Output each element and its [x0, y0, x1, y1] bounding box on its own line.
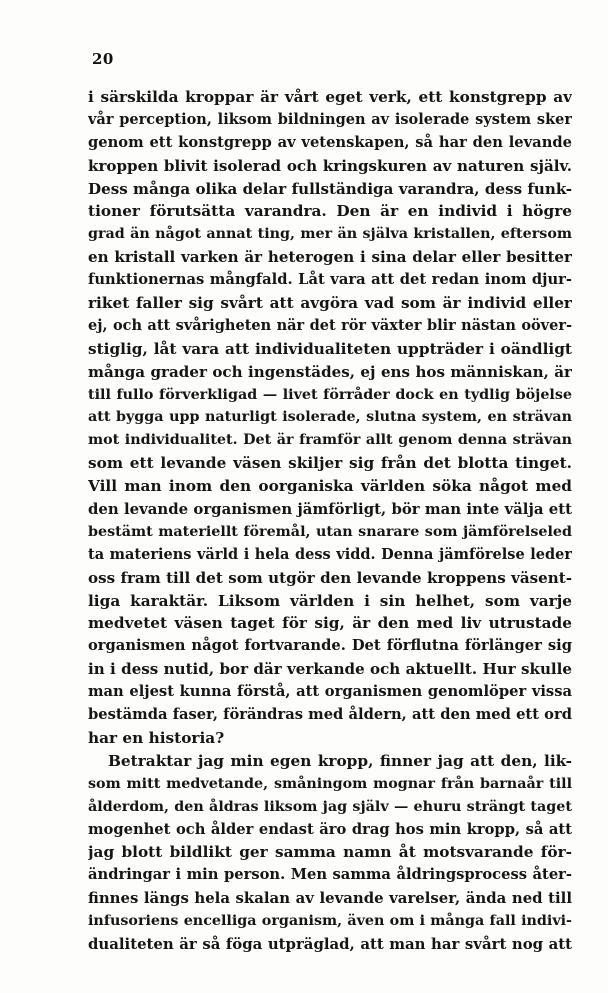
text-line: infusoriens encelliga organism, även om i många fall indivi- — [88, 913, 572, 930]
text-line: stiglig, låt vara att individualiteten uppträder i oändligt — [88, 339, 572, 358]
text-line: oss fram till det som utgör den levande kroppens väsent- — [88, 568, 572, 587]
text-line: den levande organismen jämförligt, bör man inte välja ett — [88, 500, 572, 519]
text-line: en kristall varken är heterogen i sina delar eller besitter — [88, 248, 572, 267]
text-line: mogenhet och ålder endast äro drag hos min kropp, så att — [88, 820, 572, 838]
text-line: många grader och ingenstädes, ej ens hos människan, är — [88, 362, 572, 381]
text-line: bestämt materiellt föremål, utan snarare som jämförelseled — [88, 523, 572, 540]
page-number: 20 — [92, 50, 114, 68]
text-line: liga karaktär. Liksom världen i sin helhet, som varje — [88, 591, 572, 610]
text-line: vår perception, liksom bildningen av isolerade system sker — [88, 110, 572, 128]
text-line: ålderdom, den åldras liksom jag själv — ehuru strängt taget — [88, 798, 572, 815]
text-line: i särskilda kroppar är vårt eget verk, ett konstgrepp av — [88, 88, 572, 106]
text-line: ej, och att svårigheten när det rör växter blir nästan oöver- — [88, 316, 572, 334]
text-line: dualiteten är så föga utpräglad, att man har svårt nog att — [88, 934, 572, 953]
text-line: funktionernas mångfald. Låt vara att det redan inom djur- — [88, 271, 572, 289]
text-line: som ett levande väsen skiljer sig från det blotta tinget. — [88, 454, 572, 473]
text-line: mot individualitet. Det är framför allt genom denna strävan — [88, 432, 572, 449]
text-line: kroppen blivit isolerad och kringskuren av naturen själv. — [88, 156, 572, 175]
text-line: organismen något fortvarande. Det förflutna förlänger sig — [88, 637, 572, 655]
text-line: Betraktar jag min egen kropp, finner jag att den, lik- — [108, 751, 572, 770]
text-line: in i dess nutid, bor där verkande och aktuellt. Hur skulle — [88, 660, 572, 679]
text-line: ändringar i min person. Men samma åldringsprocess åter- — [88, 866, 572, 884]
text-line: genom ett konstgrepp av vetenskapen, så har den levande — [88, 133, 572, 151]
text-line: Vill man inom den oorganiska världen söka något med — [88, 477, 572, 496]
text-line: att bygga upp naturligt isolerade, slutna system, en strävan — [88, 409, 572, 426]
text-line: jag blott bildlikt ger samma namn åt motsvarande för- — [88, 843, 572, 862]
text-line: ta materiens värld i hela dess vidd. Denna jämförelse leder — [88, 545, 572, 563]
text-line: man eljest kunna förstå, att organismen genomlöper vissa — [88, 683, 572, 701]
text-line: tioner förutsätta varandra. Den är en individ i högre — [88, 202, 572, 221]
text-line: har en historia? — [88, 728, 225, 747]
text-line: finnes längs hela skalan av levande varelser, ända ned till — [88, 889, 572, 908]
text-line: bestämda faser, förändras med åldern, att den med ett ord — [88, 706, 572, 724]
text-line: till fullo förverkligad — livet förråder dock en tydlig böjelse — [88, 386, 572, 403]
text-line: grad än något annat ting, mer än själva kristallen, eftersom — [88, 226, 572, 243]
text-line: som mitt medvetande, småningom mognar från barnaår till — [88, 775, 572, 792]
text-line: riket faller sig svårt att avgöra vad som är individ eller — [88, 294, 572, 313]
text-line: Dess många olika delar fullständiga varandra, dess funk- — [88, 179, 572, 198]
text-line: medvetet väsen taget för sig, är den med liv utrustade — [88, 614, 572, 633]
body-text — [88, 86, 572, 956]
